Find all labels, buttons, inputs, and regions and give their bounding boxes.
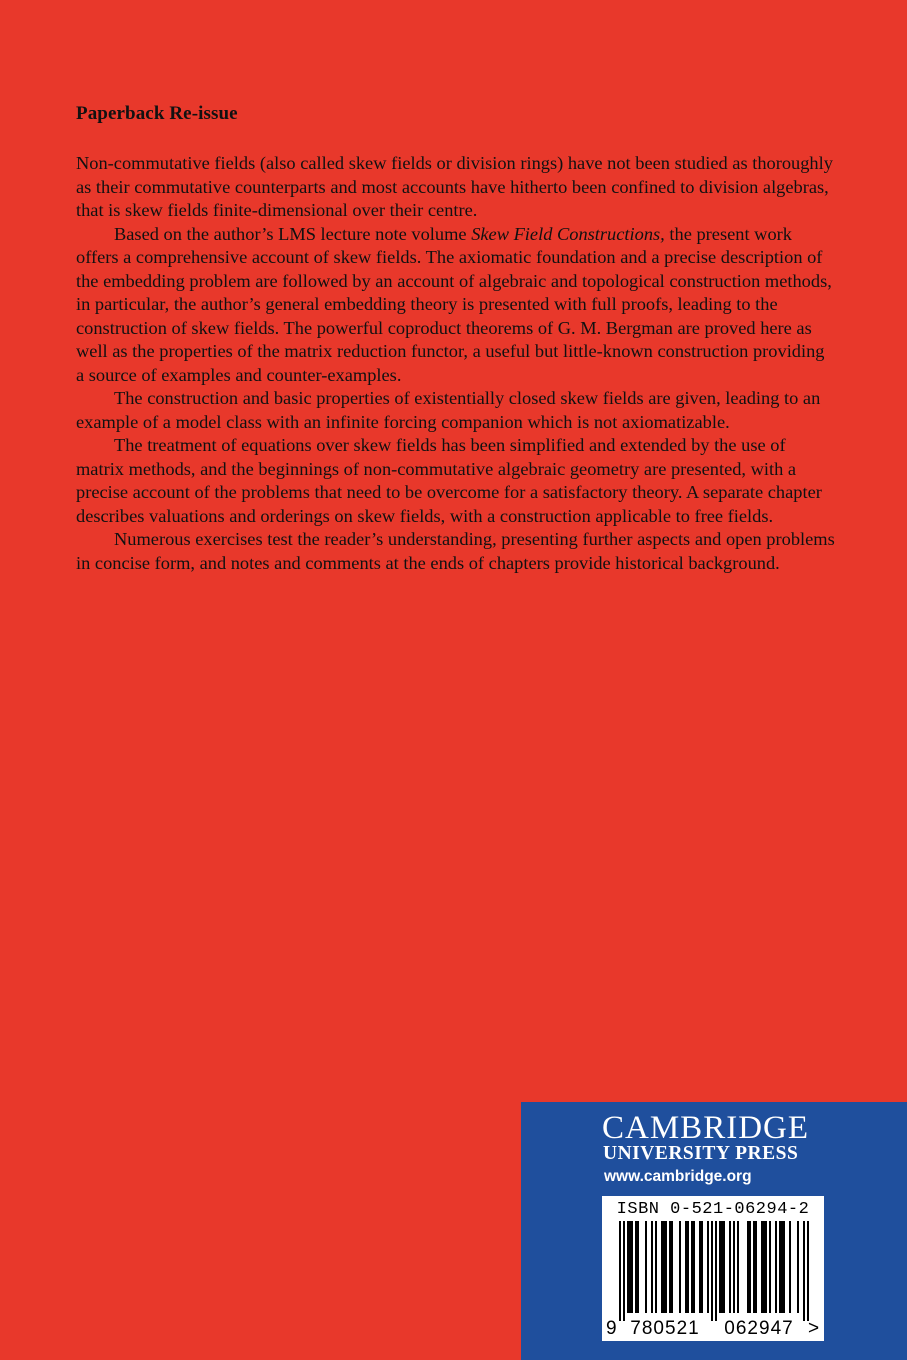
barcode-bar xyxy=(807,1221,809,1321)
barcode-panel xyxy=(602,1196,824,1341)
barcode-bar xyxy=(733,1221,735,1313)
blurb-text xyxy=(76,152,836,575)
barcode-bar xyxy=(671,1221,673,1313)
blurb-paragraph-5: Numerous exercises test the reader’s understanding, presenting further aspects and open problems in concise form, and notes and comments at the ends of chapters provide historical background. xyxy=(76,529,835,573)
barcode-bar xyxy=(635,1221,637,1313)
barcode-left-digits: 780521 xyxy=(630,1318,700,1339)
barcode-bar xyxy=(711,1221,713,1321)
cover-heading: Paperback Re-issue xyxy=(76,103,238,124)
barcode-bar xyxy=(637,1221,639,1313)
barcode-bar xyxy=(729,1221,731,1313)
publisher-panel xyxy=(521,1102,907,1360)
barcode-bar xyxy=(769,1221,771,1313)
barcode-bar xyxy=(691,1221,693,1313)
barcode-bar xyxy=(789,1221,791,1313)
barcode-bar xyxy=(701,1221,703,1313)
barcode-bar xyxy=(627,1221,629,1313)
barcode-bar xyxy=(679,1221,681,1313)
barcode-bar xyxy=(665,1221,667,1313)
barcode-bar xyxy=(755,1221,757,1313)
barcode-bar xyxy=(707,1221,709,1313)
barcode-bar xyxy=(651,1221,653,1313)
barcode-bars xyxy=(619,1221,809,1321)
book-title-reference: Skew Field Constructions, xyxy=(471,223,665,244)
barcode-bar xyxy=(763,1221,765,1313)
barcode-bar xyxy=(779,1221,781,1313)
barcode-bar xyxy=(747,1221,749,1313)
barcode-bar xyxy=(803,1221,805,1321)
barcode-bar xyxy=(693,1221,695,1313)
barcode-image xyxy=(602,1196,824,1341)
barcode-bar xyxy=(663,1221,665,1313)
blurb-paragraph-2 xyxy=(76,223,836,388)
barcode-bar xyxy=(619,1221,621,1321)
isbn-label: ISBN 0-521-06294-2 xyxy=(616,1200,810,1219)
barcode-bar xyxy=(645,1221,647,1313)
barcode-bar xyxy=(685,1221,687,1313)
barcode-bar xyxy=(749,1221,751,1313)
blurb-paragraph-4: The treatment of equations over skew fields has been simplified and extended by the use of matrix methods, and the beginnings of non-commutative algebraic geometry are presented, with a precise account of the problems that need to be overcome for a satisfactory theory. A separate chapter describes valuations and orderings on skew fields, with a construction applicable to free fields. xyxy=(76,435,822,526)
barcode-bar xyxy=(761,1221,763,1313)
barcode-bar xyxy=(737,1221,739,1313)
barcode-bar xyxy=(765,1221,767,1313)
barcode-bar xyxy=(629,1221,631,1313)
paragraph-2-rest: the present work offers a comprehensive account of skew fields. The axiomatic foundation and a precise description of the embedding problem are followed by an account of algebraic and topological construction methods, in particular, the author’s general embedding theory is presented with full proofs, leading to the construction of skew fields. The powerful coproduct theorems of G. M. Bergman are proved here as well as the properties of the matrix reduction functor, a useful but little-known construction providing a source of examples and counter-examples. xyxy=(76,223,832,385)
barcode-bar xyxy=(775,1221,777,1313)
publisher-press: UNIVERSITY PRESS xyxy=(603,1143,799,1164)
barcode-bar xyxy=(797,1221,799,1313)
paragraph-2-lead: Based on the author’s LMS lecture note volume xyxy=(114,223,472,244)
barcode-bar xyxy=(781,1221,783,1313)
barcode-bar xyxy=(753,1221,755,1313)
barcode-bar xyxy=(715,1221,717,1321)
barcode-bar xyxy=(723,1221,725,1313)
barcode-end-mark: > xyxy=(808,1318,820,1339)
barcode-bar xyxy=(661,1221,663,1313)
blurb-paragraph-1: Non-commutative fields (also called skew fields or division rings) have not been studied as thoroughly as their commutative counterparts and most accounts have hitherto been confined to division algebras, that is skew fields finite-dimensional over their centre. xyxy=(76,153,833,220)
barcode-bar xyxy=(719,1221,721,1313)
barcode-lead-digit: 9 xyxy=(606,1318,617,1339)
barcode-bar xyxy=(631,1221,633,1313)
barcode-bar xyxy=(721,1221,723,1313)
barcode-bar xyxy=(699,1221,701,1313)
barcode-bar xyxy=(687,1221,689,1313)
barcode-bar xyxy=(655,1221,657,1313)
publisher-name: CAMBRIDGE xyxy=(602,1110,810,1146)
publisher-url: www.cambridge.org xyxy=(604,1168,752,1185)
barcode-right-digits: 062947 xyxy=(724,1318,794,1339)
blurb-paragraph-3: The construction and basic properties of existentially closed skew fields are given, leading to an example of a model class with an infinite forcing companion which is not axiomatizable. xyxy=(76,388,821,432)
barcode-bar xyxy=(669,1221,671,1313)
barcode-bar xyxy=(783,1221,785,1313)
barcode-bar xyxy=(623,1221,625,1321)
